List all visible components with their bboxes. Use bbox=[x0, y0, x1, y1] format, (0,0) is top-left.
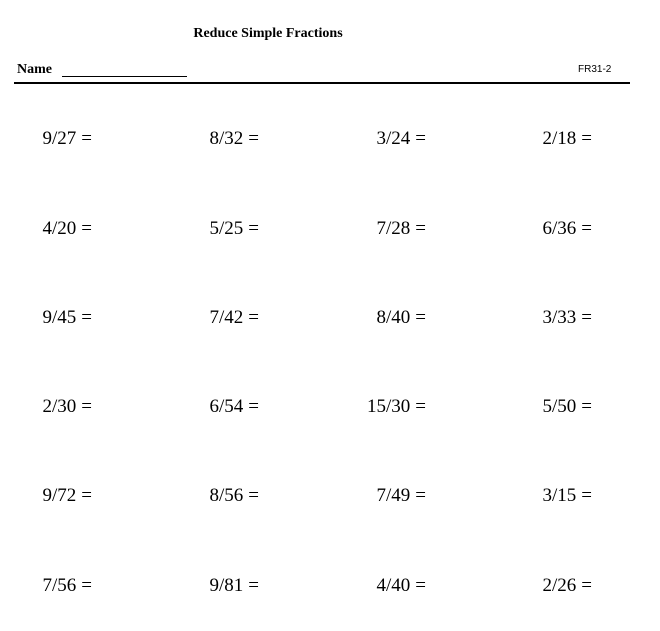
fraction-text: 7/42 bbox=[209, 307, 244, 328]
fraction-problem bbox=[326, 485, 426, 507]
fraction-text: 9/72 bbox=[42, 485, 77, 506]
fraction-problem bbox=[326, 396, 426, 418]
equals-sign: = bbox=[415, 485, 426, 506]
fraction-text: 7/49 bbox=[376, 485, 411, 506]
fraction-text: 5/25 bbox=[209, 218, 244, 239]
fraction-text: 3/24 bbox=[376, 128, 411, 149]
equals-sign: = bbox=[248, 575, 259, 596]
fraction-problem bbox=[159, 575, 259, 597]
fraction-problem bbox=[492, 485, 592, 507]
fraction-text: 7/56 bbox=[42, 575, 77, 596]
fraction-text: 8/40 bbox=[376, 307, 411, 328]
equals-sign: = bbox=[81, 485, 92, 506]
fraction-problem bbox=[326, 128, 426, 150]
equals-sign: = bbox=[81, 396, 92, 417]
fraction-text: 4/20 bbox=[42, 218, 77, 239]
fraction-problem bbox=[0, 128, 92, 150]
fraction-text: 15/30 bbox=[367, 396, 411, 417]
fraction-text: 2/18 bbox=[542, 128, 577, 149]
fraction-problem bbox=[326, 218, 426, 240]
fraction-text: 9/81 bbox=[209, 575, 244, 596]
fraction-problem bbox=[492, 128, 592, 150]
equals-sign: = bbox=[415, 307, 426, 328]
name-blank-line[interactable] bbox=[62, 76, 187, 77]
fraction-text: 7/28 bbox=[376, 218, 411, 239]
equals-sign: = bbox=[581, 575, 592, 596]
fraction-text: 5/50 bbox=[542, 396, 577, 417]
equals-sign: = bbox=[81, 128, 92, 149]
fraction-problem bbox=[0, 218, 92, 240]
equals-sign: = bbox=[248, 396, 259, 417]
worksheet-code: FR31-2 bbox=[578, 64, 612, 75]
equals-sign: = bbox=[415, 396, 426, 417]
equals-sign: = bbox=[81, 575, 92, 596]
equals-sign: = bbox=[581, 396, 592, 417]
fraction-text: 3/15 bbox=[542, 485, 577, 506]
fraction-problem bbox=[0, 575, 92, 597]
fraction-text: 8/32 bbox=[209, 128, 244, 149]
fraction-problem bbox=[326, 575, 426, 597]
fraction-text: 6/36 bbox=[542, 218, 577, 239]
fraction-problem bbox=[159, 485, 259, 507]
fraction-problem bbox=[159, 128, 259, 150]
header-rule bbox=[14, 82, 630, 84]
equals-sign: = bbox=[81, 218, 92, 239]
fraction-problem bbox=[492, 307, 592, 329]
equals-sign: = bbox=[581, 485, 592, 506]
fraction-problem bbox=[159, 396, 259, 418]
fraction-problem bbox=[492, 575, 592, 597]
equals-sign: = bbox=[248, 307, 259, 328]
fraction-problem bbox=[0, 396, 92, 418]
fraction-text: 6/54 bbox=[209, 396, 244, 417]
fraction-problem bbox=[0, 485, 92, 507]
equals-sign: = bbox=[415, 575, 426, 596]
fraction-problem bbox=[326, 307, 426, 329]
equals-sign: = bbox=[581, 218, 592, 239]
equals-sign: = bbox=[581, 307, 592, 328]
fraction-text: 9/27 bbox=[42, 128, 77, 149]
fraction-problem bbox=[159, 218, 259, 240]
worksheet-title: Reduce Simple Fractions bbox=[193, 26, 343, 41]
fraction-text: 8/56 bbox=[209, 485, 244, 506]
equals-sign: = bbox=[415, 128, 426, 149]
fraction-text: 2/26 bbox=[542, 575, 577, 596]
fraction-problem bbox=[0, 307, 92, 329]
equals-sign: = bbox=[81, 307, 92, 328]
name-label: Name bbox=[17, 62, 52, 77]
fraction-text: 9/45 bbox=[42, 307, 77, 328]
equals-sign: = bbox=[248, 485, 259, 506]
equals-sign: = bbox=[248, 128, 259, 149]
equals-sign: = bbox=[248, 218, 259, 239]
fraction-text: 2/30 bbox=[42, 396, 77, 417]
fraction-text: 3/33 bbox=[542, 307, 577, 328]
fraction-problem bbox=[492, 218, 592, 240]
fraction-problem bbox=[159, 307, 259, 329]
equals-sign: = bbox=[415, 218, 426, 239]
fraction-text: 4/40 bbox=[376, 575, 411, 596]
fraction-problem bbox=[492, 396, 592, 418]
equals-sign: = bbox=[581, 128, 592, 149]
